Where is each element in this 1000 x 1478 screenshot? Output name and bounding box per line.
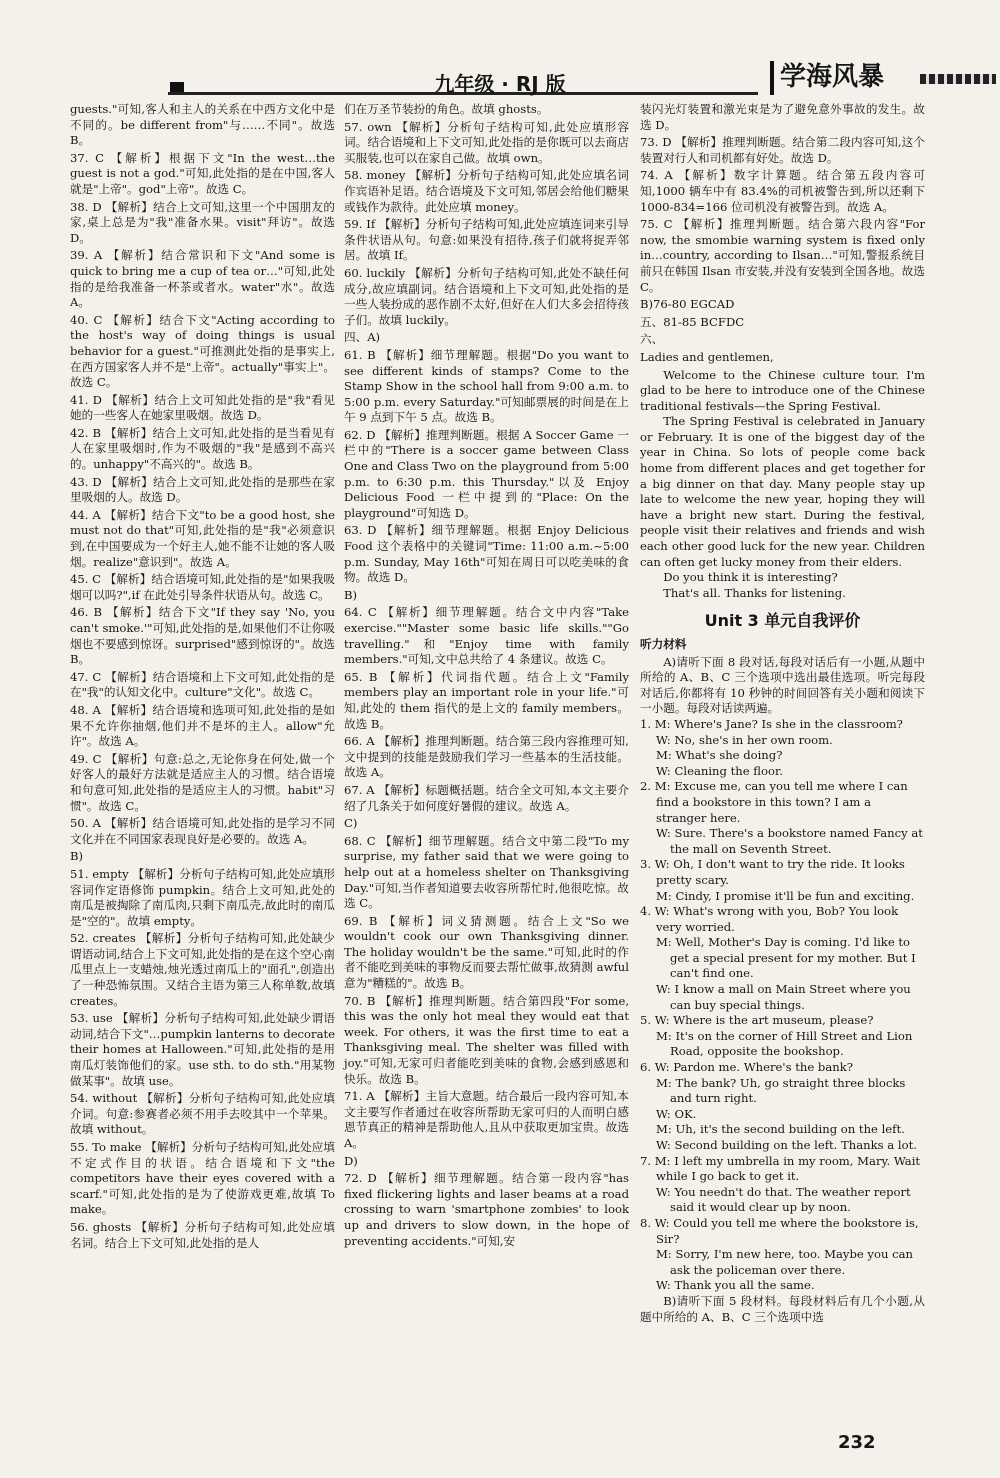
answer-item: 70. B 【解析】推理判断题。结合第四段"For some, this was the only hot meal they would eat that week. For others, it was the first time to eat a Thanksgiving meal. The shelter was filled with joy."可知,无家可归者能吃到美味的食物,会感到感恩和快乐。故选 B。 (344, 993, 629, 1086)
dialogue (640, 1216, 925, 1294)
answer-item: 74. A 【解析】数字计算题。结合第五段内容可知,1000 辆车中有 83.4%的司机被警告到,所以还剩下 1000-834=166 位司机没有被警告到。故选 A。 (640, 168, 925, 214)
dialogue-line: M: What's she doing? (656, 748, 783, 763)
answer-item: 72. D 【解析】细节理解题。结合第一段内容"has fixed flickering lights and laser beams at a road crossing to warn 'smartphone zombies' to look up and drivers to slow down, in the hope of preventing accidents."可知,安 (344, 1171, 629, 1248)
dialogue-line: 6. W: Pardon me. Where's the bank? (640, 1060, 853, 1075)
answer-item: 68. C 【解析】细节理解题。结合文中第二段"To my surprise, my father said that we were going to help out at a homeless shelter on Thanksgiving Day."可知,当作者知道要去收容所帮忙时,他很吃惊。故选 C。 (344, 833, 629, 911)
dialogue-line: 5. W: Where is the art museum, please? (640, 1013, 874, 1028)
dialogue-line: M: Uh, it's the second building on the left. (656, 1122, 905, 1137)
answer-item: 65. B 【解析】代词指代题。结合上文"Family members play an important role in your life."可知,此处的 them 指代的是上文的 family members。故选 B。 (344, 669, 629, 731)
answer-item: 63. D 【解析】细节理解题。根据 Enjoy Delicious Food 这个表格中的关键词"Time: 11:00 a.m.~5:00 p.m. Sunday, May 16th"可知在周日可以吃美味的食物。故选 D。 (344, 523, 629, 585)
answer-item: C) (344, 816, 358, 831)
answer-item: 60. luckily 【解析】分析句子结构可知,此处不缺任何成分,故应填副词。结合语境和上下文可知,此处指的是一些人装扮成的恶作剧不太好,但好在人们大多会招待孩子们。故填 luckily。 (344, 265, 629, 327)
dialogue-line: 7. M: I left my umbrella in my room, Mary. Wait while I go back to get it. (640, 1153, 921, 1184)
answer-item: 37. C 【解析】根据下文"In the west…the guest is not a god."可知,此处指的是在中国,客人就是"上帝"。god"上帝"。故选 C。 (70, 150, 335, 196)
answer-item: B) (344, 587, 358, 602)
sample-essay (640, 350, 925, 602)
dialogue-line: W: Sure. There's a bookstore named Fancy at the mall on Seventh Street. (656, 826, 923, 856)
answer-item: 66. A 【解析】推理判断题。结合第三段内容推理可知,文中提到的技能是鼓励我们学习一些基本的生活技能。故选 A。 (344, 734, 629, 780)
dialogue-list (640, 717, 925, 1294)
answer-item: 75. C 【解析】推理判断题。结合第六段内容"For now, the smombie warning system is fixed only in…country, according to Ilsan…"可知,警报系统目前只在韩国 Ilsan 市安装,并没有安装到全国各地。故选 C。 (640, 217, 925, 294)
dialogue-line: M: Sorry, I'm new here, too. Maybe you can ask the policeman over there. (656, 1247, 913, 1277)
answer-item: 73. D 【解析】推理判断题。结合第二段内容可知,这个装置对行人和司机都有好处。故选 D。 (640, 135, 925, 165)
dialogue-line: 2. M: Excuse me, can you tell me where I can find a bookstore in this town? I am a stranger here. (640, 779, 908, 825)
unit-title: Unit 3 单元自我评价 (704, 611, 861, 631)
dialogue-line: W: Cleaning the floor. (656, 763, 783, 778)
answer-item: D) (344, 1153, 358, 1168)
answer-item: 62. D 【解析】推理判断题。根据 A Soccer Game 一栏中的"There is a soccer game between Class One and Class Two on the playground from 5:00 p.m. to 6:30 p.m. this Thursday."以及 Enjoy Delicious Food 一栏中提到的"Place: On the playground"可知选 D。 (344, 427, 629, 520)
answer-item: 53. use 【解析】分析句子结构可知,此处缺少谓语动词,结合下文"…pumpkin lanterns to decorate their homes at Halloween."可知,此处指的是用南瓜灯装饰他们的家。use sth. to do sth."用某物做某事"。故填 use。 (70, 1011, 335, 1088)
answer-item: 46. B 【解析】结合下文"If they say 'No, you can't smoke.'"可知,此处指的是,如果他们不让你吸烟也不要感到惊讶。surprised"感到惊讶的"。故选 B。 (70, 605, 335, 667)
answer-item: 59. If 【解析】分析句子结构可知,此处应填连词来引导条件状语从句。句意:如果没有招待,孩子们就将捉弄邻居。故填 If。 (344, 217, 629, 263)
answer-item: 47. C 【解析】结合语境和上下文可知,此处指的是在"我"的认知文化中。culture"文化"。故选 C。 (70, 669, 335, 700)
answer-item: 52. creates 【解析】分析句子结构可知,此处缺少谓语动词,结合上下文可知,此处指的是在这个空心南瓜里点上一支蜡烛,烛光透过南瓜上的"面孔",创造出了一种恐怖氛围。又结合主语为第三人称单数,故填 creates。 (70, 931, 335, 1008)
answer-item: 56. ghosts 【解析】分析句子结构可知,此处应填名词。结合上下文可知,此处指的是人 (70, 1219, 335, 1250)
dialogue-line: M: The bank? Uh, go straight three blocks and turn right. (656, 1075, 906, 1106)
answer-item: 64. C 【解析】细节理解题。结合文中内容"Take exercise.""Master some basic life skills.""Go travelling."和"Enjoy time with family members."可知,文中总共给了 4 条建议。故选 C。 (344, 605, 629, 667)
logo-text: 学海风暴 (780, 62, 885, 92)
answer-item: 67. A 【解析】标题概括题。结合全文可知,本文主要介绍了几条关于如何度好暑假的建议。故选 A。 (344, 782, 629, 813)
answer-item: 40. C 【解析】结合下文"Acting according to the host's way of doing things is usual behavior for a guest."可推测此处指的是事实上,在西方国家客人并不是"上帝"。actually"事实上"。故选 C。 (70, 312, 335, 390)
dialogue (640, 857, 925, 904)
answer-item: 四、A) (344, 330, 381, 345)
dialogue-line: 1. M: Where's Jane? Is she in the classroom? (640, 716, 903, 731)
essay-paragraph: The Spring Festival is celebrated in January or February. It is one of the biggest day of the year in China. So lots of people come back home from different places and get together for a big dinner on that day. Many people stay up late to welcome the new year, hoping they will have a bright new start. During the festival, people visit their relatives and friends and wish each other good luck for the new year. Children can often get lucky money from their elders. (640, 414, 925, 569)
answer-item: 57. own 【解析】分析句子结构可知,此处应填形容词。结合语境和上下文可知,此处指的是你既可以去商店买服装,也可以在家自己做。故填 own。 (344, 119, 629, 165)
dialogue (640, 779, 925, 857)
logo-bar (770, 61, 774, 95)
answer-item: 装闪光灯装置和激光束是为了避免意外事故的发生。故选 D。 (640, 102, 925, 132)
dialogue (640, 904, 925, 1013)
dialogue-line: 8. W: Could you tell me where the bookstore is, Sir? (640, 1215, 919, 1246)
answer-item: B)76-80 EGCAD (640, 297, 735, 312)
dialogue (640, 1060, 925, 1154)
answer-item: 38. D 【解析】结合上文可知,这里一个中国朋友的家,桌上总是为"我"准备水果。visit"拜访"。故选 D。 (70, 199, 335, 245)
answer-item: 71. A 【解析】主旨大意题。结合最后一段内容可知,本文主要写作者通过在收容所帮助无家可归的人而明白感恩节真正的精神是帮助他人,且从中获取更加宝贵。故选 A。 (344, 1089, 629, 1150)
column-middle (344, 102, 629, 1251)
answer-item: 六、 (640, 332, 664, 347)
answer-item: 48. A 【解析】结合语境和选项可知,此处指的是如果不允许你抽烟,他们并不是坏的主人。allow"允许"。故选 A。 (70, 702, 335, 749)
listening-intro: A)请听下面 8 段对话,每段对话后有一小题,从题中所给的 A、B、C 三个选项中选出最佳选项。听完每段对话后,你都将有 10 秒钟的时间回答有关小题和阅读下一小题。每段对话读两遍。 (640, 654, 925, 716)
answer-item: 44. A 【解析】结合下文"to be a good host, she must not do that"可知,此处指的是"我"必须意识到,在中国要成为一个好主人,她不能不让她的客人吸烟。realize"意识到"。故选 A。 (70, 507, 335, 569)
answer-item: 54. without 【解析】分析句子结构可知,此处应填介词。句意:参赛者必须不用手去咬其中一个苹果。故填 without。 (70, 1091, 335, 1137)
dialogue-line: W: Thank you all the same. (656, 1278, 815, 1293)
dialogue-line: 3. W: Oh, I don't want to try the ride. It looks pretty scary. (640, 857, 905, 887)
answer-item: 们在万圣节装扮的角色。故填 ghosts。 (344, 102, 549, 116)
dialogue-line: M: Cindy, I promise it'll be fun and exciting. (656, 888, 915, 903)
dialogue-line: W: You needn't do that. The weather report said it would clear up by noon. (656, 1184, 911, 1215)
logo-stripe (920, 74, 996, 84)
answer-item: 39. A 【解析】结合常识和下文"And some is quick to bring me a cup of tea or…"可知,此处指的是给我准备一杯茶或者水。water"水"。故选 A。 (70, 248, 335, 310)
answer-item: B) (70, 849, 84, 864)
answer-item: 45. C 【解析】结合语境可知,此处指的是"如果我吸烟可以吗?",if 在此处引导条件状语从句。故选 C。 (70, 572, 335, 602)
page-number: 232 (838, 1432, 876, 1453)
essay-salutation: Ladies and gentlemen, (640, 349, 774, 364)
column-left (70, 102, 335, 1253)
dialogue-line: W: No, she's in her own room. (656, 732, 833, 747)
dialogue-line: W: I know a mall on Main Street where you can buy special things. (656, 982, 911, 1012)
listening-section-b: B)请听下面 5 段材料。每段材料后有几个小题,从题中所给的 A、B、C 三个选项中选 (640, 1293, 925, 1324)
answer-item: 55. To make 【解析】分析句子结构可知,此处应填不定式作目的状语。结合语境和下文"the competitors have their eyes covered with a scarf."可知,此处指的是为了使游戏更难,故填 To make。 (70, 1140, 335, 1217)
brand-logo (770, 56, 998, 100)
answer-item: 43. D 【解析】结合上文可知,此处指的是那些在家里吸烟的人。故选 D。 (70, 474, 335, 505)
answer-item: 49. C 【解析】句意:总之,无论你身在何处,做一个好客人的最好方法就是适应主人的习惯。结合语境和句意可知,此处指的是适应主人的习惯。habit"习惯"。故选 C。 (70, 751, 335, 813)
essay-paragraph: Welcome to the Chinese culture tour. I'm glad to be here to introduce one of the Chinese traditional festivals—the Spring Festival. (640, 367, 925, 413)
dialogue (640, 1154, 925, 1216)
answer-item: 61. B 【解析】细节理解题。根据"Do you want to see different kinds of stamps? Come to the Stamp Show in the school hall from 9:00 a.m. to 5:00 p.m. every Saturday."可知邮票展的时间是在上午 9 点到下午 5 点。故选 B。 (344, 347, 629, 425)
answer-item: 51. empty 【解析】分析句子结构可知,此处应填形容词作定语修饰 pumpkin。结合上文可知,此处的南瓜是被掏除了南瓜肉,只剩下南瓜壳,故此时的南瓜是"空的"。故填 empty。 (70, 866, 335, 928)
grade-label: 九年级 · RJ 版 (434, 72, 566, 96)
essay-paragraph: That's all. Thanks for listening. (663, 585, 846, 600)
dialogue-line: W: Second building on the left. Thanks a lot. (656, 1138, 917, 1152)
column-right (640, 102, 925, 1325)
answer-list-right (640, 102, 925, 348)
answer-item: guests."可知,客人和主人的关系在中西方文化中是不同的。be different from"与……不同"。故选 B。 (70, 102, 335, 148)
dialogue-line: 4. W: What's wrong with you, Bob? You look very worried. (640, 904, 899, 934)
answer-item: 41. D 【解析】结合上文可知此处指的是"我"看见她的一些客人在她家里吸烟。故选 D。 (70, 392, 335, 423)
answer-item: 58. money 【解析】分析句子结构可知,此处应填名词作宾语补足语。结合语境及下文可知,邻居会给他们糖果或钱作为款待。此处应填 money。 (344, 168, 629, 214)
dialogue (640, 717, 925, 779)
dialogue-line: M: Well, Mother's Day is coming. I'd like to get a special present for my mother. But I can't find one. (656, 935, 916, 981)
dialogue-line: M: It's on the corner of Hill Street and Lion Road, opposite the bookshop. (656, 1028, 913, 1059)
answer-item: 50. A 【解析】结合语境可知,此处指的是学习不同文化并在不同国家表现良好是必要的。故选 A。 (70, 816, 335, 846)
dialogue (640, 1013, 925, 1060)
answer-item: 42. B 【解析】结合上文可知,此处指的是当看见有人在家里吸烟时,作为不吸烟的"我"是感到不高兴的。unhappy"不高兴的"。故选 B。 (70, 425, 335, 472)
answer-item: 五、81-85 BCFDC (640, 314, 745, 329)
listening-heading: 听力材料 (640, 637, 687, 651)
answer-item: 69. B 【解析】词义猜测题。结合上文"So we wouldn't cook our own Thanksgiving dinner. The holiday wouldn't be the same."可知,此时的作者不能吃到美味的事物反而要去帮忙做事,故猜测 awful 意为"糟糕的"。故选 B。 (344, 913, 629, 991)
essay-paragraph: Do you think it is interesting? (663, 570, 838, 585)
dialogue-line: W: OK. (656, 1106, 697, 1121)
